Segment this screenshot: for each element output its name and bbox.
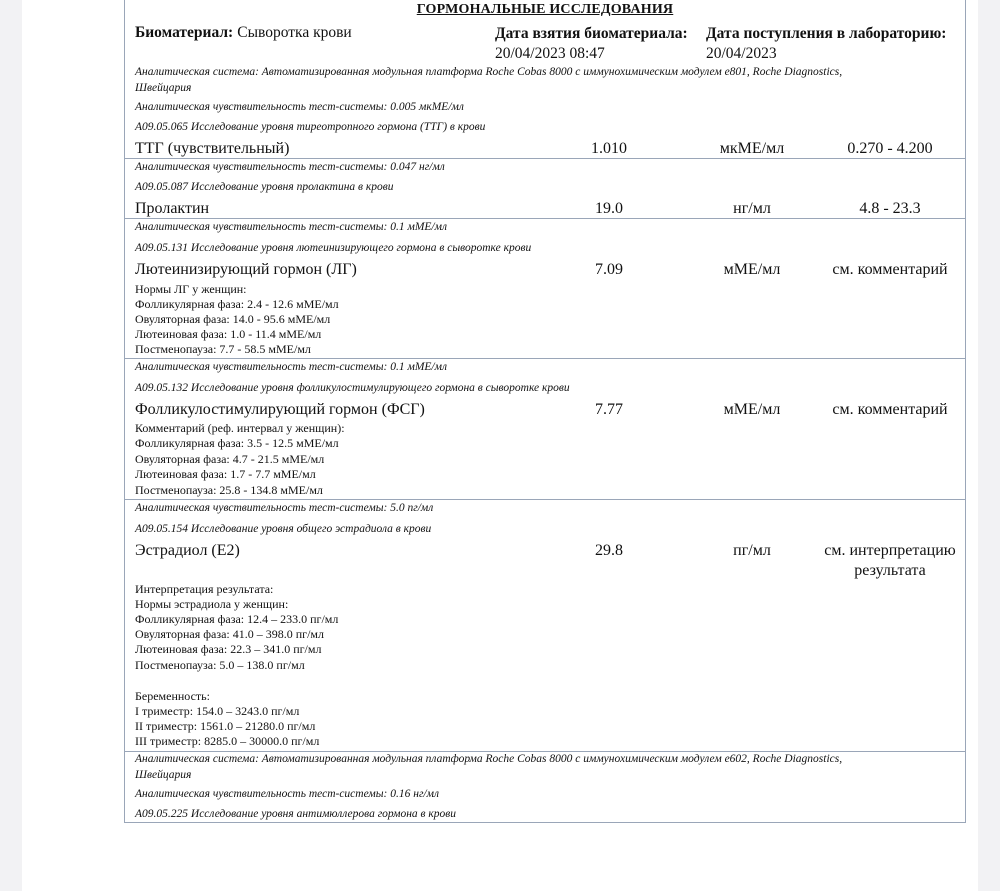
estradiol-comment-line: Лютеиновая фаза: 22.3 – 341.0 пг/мл (135, 642, 322, 656)
collection-date-label: Дата взятия биоматериала: (495, 25, 688, 42)
lh-comment-line: Нормы ЛГ у женщин: (135, 282, 247, 296)
tsh-value: 1.010 (591, 140, 627, 157)
amh-sensitivity: Аналитическая чувствительность тест-системы: 0.16 нг/мл (135, 788, 439, 800)
prolactin-reference: 4.8 - 23.3 (859, 200, 921, 217)
lh-comment-line: Лютеиновая фаза: 1.0 - 11.4 мМЕ/мл (135, 327, 322, 341)
fsh-comment-line: Фолликулярная фаза: 3.5 - 12.5 мМЕ/мл (135, 436, 339, 450)
system1-line1: Аналитическая система: Автоматизированная модульная платформа Roche Cobas 8000 с иммунохимическим модулем e801, Roche Diagnostics, (135, 66, 843, 78)
fsh-code: A09.05.132 Исследование уровня фолликулостимулирующего гормона в сыворотке крови (135, 382, 570, 394)
lab-report (124, 0, 966, 823)
tsh-code: A09.05.065 Исследование уровня тиреотропного гормона (ТТГ) в крови (135, 121, 486, 133)
tsh-reference: 0.270 - 4.200 (847, 140, 933, 157)
estradiol-reference-line2: результата (854, 562, 926, 579)
lh-unit: мМЕ/мл (723, 261, 781, 278)
fsh-comment-line: Комментарий (реф. интервал у женщин): (135, 421, 345, 435)
lh-code: A09.05.131 Исследование уровня лютеинизирующего гормона в сыворотке крови (135, 242, 532, 254)
estradiol-value: 29.8 (595, 542, 623, 559)
lh-reference: см. комментарий (832, 261, 948, 278)
fsh-unit: мМЕ/мл (723, 401, 781, 418)
prolactin-unit: нг/мл (733, 200, 771, 217)
collection-date-value: 20/04/2023 08:47 (495, 45, 605, 62)
estradiol-sensitivity: Аналитическая чувствительность тест-системы: 5.0 пг/мл (135, 502, 434, 514)
fsh-comment-line: Постменопауза: 25.8 - 134.8 мМЕ/мл (135, 483, 323, 497)
amh-code: A09.05.225 Исследование уровня антимюллерова гормона в крови (135, 808, 457, 820)
page-sheet (22, 0, 978, 891)
pregnancy-line: I триместр: 154.0 – 3243.0 пг/мл (135, 704, 300, 718)
report-title: ГОРМОНАЛЬНЫЕ ИССЛЕДОВАНИЯ (416, 2, 674, 17)
lab-date-label: Дата поступления в лабораторию: (706, 25, 947, 42)
lh-comment-line: Фолликулярная фаза: 2.4 - 12.6 мМЕ/мл (135, 297, 339, 311)
biomaterial-label: Биоматериал: (135, 24, 234, 41)
divider (125, 358, 965, 359)
system2-line1: Аналитическая система: Автоматизированная модульная платформа Roche Cobas 8000 с иммунохимическим модулем e602, Roche Diagnostics, (135, 753, 843, 765)
lh-value: 7.09 (595, 261, 623, 278)
divider (125, 218, 965, 219)
estradiol-comment-line: Постменопауза: 5.0 – 138.0 пг/мл (135, 658, 305, 672)
fsh-sensitivity: Аналитическая чувствительность тест-системы: 0.1 мМЕ/мл (135, 361, 447, 373)
tsh-unit: мкМЕ/мл (719, 140, 785, 157)
estradiol-code: A09.05.154 Исследование уровня общего эстрадиола в крови (135, 523, 432, 535)
fsh-comment-line: Овуляторная фаза: 4.7 - 21.5 мМЕ/мл (135, 452, 325, 466)
lh-name: Лютеинизирующий гормон (ЛГ) (135, 261, 357, 278)
prolactin-name: Пролактин (135, 200, 210, 217)
divider (125, 751, 965, 752)
biomaterial (135, 24, 352, 42)
prolactin-value: 19.0 (595, 200, 623, 217)
lh-comment-line: Овуляторная фаза: 14.0 - 95.6 мМЕ/мл (135, 312, 331, 326)
fsh-comment-line: Лютеиновая фаза: 1.7 - 7.7 мМЕ/мл (135, 467, 316, 481)
estradiol-comment-line: Интерпретация результата: (135, 582, 274, 596)
tsh-name: ТТГ (чувствительный) (135, 140, 290, 157)
lh-comment-line: Постменопауза: 7.7 - 58.5 мМЕ/мл (135, 342, 311, 356)
estradiol-comment-line: Фолликулярная фаза: 12.4 – 233.0 пг/мл (135, 612, 339, 626)
biomaterial-value: Сыворотка крови (237, 24, 352, 41)
system1-line2: Швейцария (135, 82, 192, 94)
estradiol-reference-line1: см. интерпретацию (824, 542, 956, 559)
lh-sensitivity: Аналитическая чувствительность тест-системы: 0.1 мМЕ/мл (135, 221, 447, 233)
fsh-name: Фолликулостимулирующий гормон (ФСГ) (135, 401, 425, 418)
tsh-sensitivity: Аналитическая чувствительность тест-системы: 0.005 мкМЕ/мл (135, 101, 464, 113)
fsh-value: 7.77 (595, 401, 623, 418)
pregnancy-line: III триместр: 8285.0 – 30000.0 пг/мл (135, 734, 320, 748)
prolactin-code: A09.05.087 Исследование уровня пролактина в крови (135, 181, 394, 193)
divider (125, 158, 965, 159)
estradiol-comment-line: Нормы эстрадиола у женщин: (135, 597, 289, 611)
lab-date-value: 20/04/2023 (706, 45, 777, 62)
estradiol-comment-line: Овуляторная фаза: 41.0 – 398.0 пг/мл (135, 627, 325, 641)
estradiol-unit: пг/мл (733, 542, 771, 559)
prolactin-sensitivity: Аналитическая чувствительность тест-системы: 0.047 нг/мл (135, 161, 445, 173)
divider (125, 499, 965, 500)
pregnancy-line: Беременность: (135, 689, 210, 703)
estradiol-name: Эстрадиол (Е2) (135, 542, 240, 559)
system2-line2: Швейцария (135, 769, 192, 781)
pregnancy-line: II триместр: 1561.0 – 21280.0 пг/мл (135, 719, 316, 733)
fsh-reference: см. комментарий (832, 401, 948, 418)
